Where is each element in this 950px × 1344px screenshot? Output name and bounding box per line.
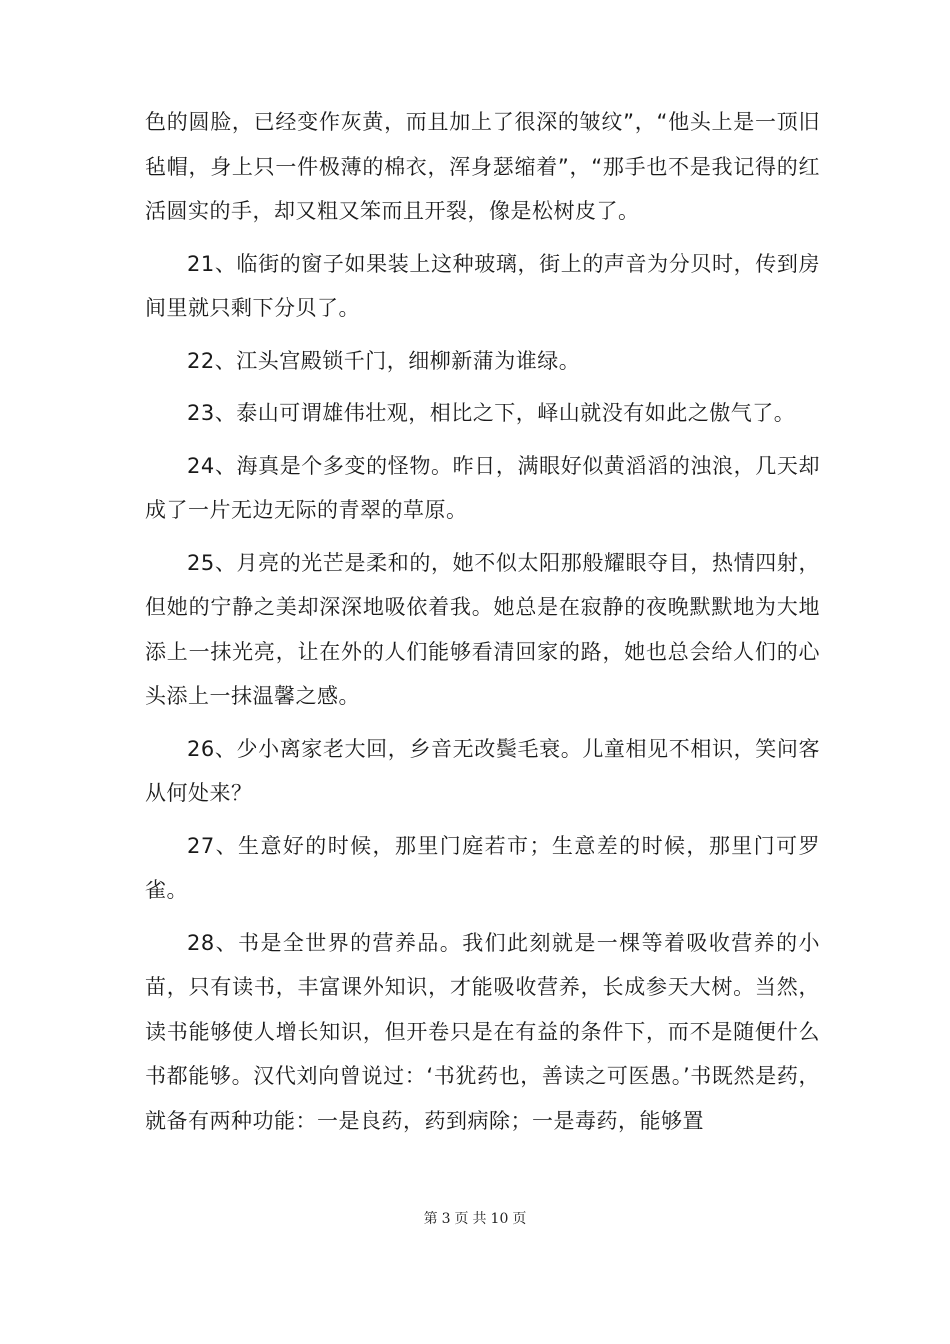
footer-total-pages: 10 <box>490 1211 509 1227</box>
paragraph: 27、生意好的时候，那里门庭若市；生意差的时候，那里门可罗雀。 <box>145 833 820 902</box>
footer-suffix: 页 <box>512 1211 527 1227</box>
paragraph: 26、少小离家老大回，乡音无改鬓毛衰。儿童相见不相识，笑问客从何处来？ <box>145 736 820 805</box>
paragraph: 28、书是全世界的营养品。我们此刻就是一棵等着吸收营养的小苗，只有读书，丰富课外知识，才能吸收营养，长成参天大树。当然，读书能够使人增长知识，但开卷只是在有益的条件下，而不是随便什么书都能够。汉代刘向曾说过：‘书犹药也，善读之可医愚。’书既然是药，就备有两种功能：一是良药，药到病除；一是毒药，能够置 <box>145 930 820 1133</box>
paragraph: 色的圆脸，已经变作灰黄，而且加上了很深的皱纹”，“他头上是一顶旧毡帽，身上只一件极薄的棉衣，浑身瑟缩着”，“那手也不是我记得的红活圆实的手，却又粗又笨而且开裂，像是松树皮了。 <box>145 110 820 223</box>
paragraph: 23、泰山可谓雄伟壮观，相比之下，峄山就没有如此之傲气了。 <box>187 401 796 425</box>
page-footer <box>0 1208 950 1228</box>
paragraph: 25、月亮的光芒是柔和的，她不似太阳那般耀眼夺目，热情四射，但她的宁静之美却深深地吸依着我。她总是在寂静的夜晚默默地为大地添上一抹光亮，让在外的人们能够看清回家的路，她也总会给人们的心头添上一抹温馨之感。 <box>145 550 820 708</box>
paragraph: 22、江头宫殿锁千门，细柳新蒲为谁绿。 <box>187 348 581 373</box>
footer-current-page: 3 <box>441 1211 451 1227</box>
footer-page-word: 页 <box>454 1211 469 1227</box>
paragraph: 24、海真是个多变的怪物。昨日，满眼好似黄滔滔的浊浪，几天却成了一片无边无际的青翠的草原。 <box>145 453 820 522</box>
footer-total-word: 共 <box>472 1211 487 1227</box>
paragraph: 21、临街的窗子如果装上这种玻璃，街上的声音为分贝时，传到房间里就只剩下分贝了。 <box>145 251 820 320</box>
document-body <box>145 100 820 1143</box>
footer-prefix: 第 <box>423 1211 438 1227</box>
